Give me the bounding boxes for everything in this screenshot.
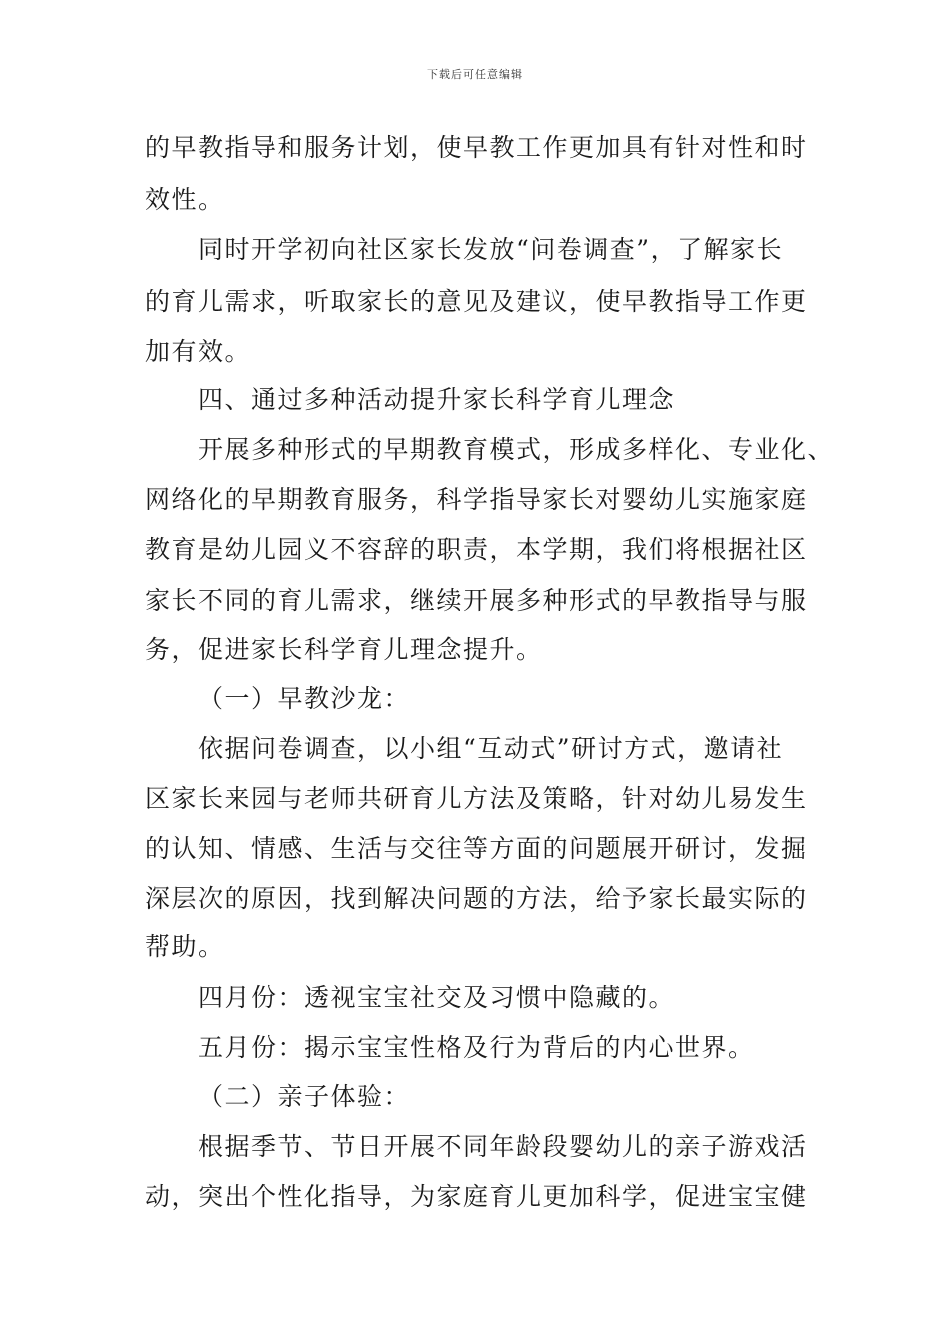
- paragraph-line: 区家长来园与老师共研育儿方法及策略，针对幼儿易发生: [145, 784, 808, 813]
- paragraph-line: 网络化的早期教育服务，科学指导家长对婴幼儿实施家庭: [145, 485, 808, 514]
- paragraph-line: 效性。: [145, 185, 225, 214]
- paragraph-line: 帮助。: [145, 932, 225, 961]
- subsection-heading: （二）亲子体验：: [198, 1082, 411, 1111]
- paragraph-line: 依据问卷调查，以小组“互动式”研讨方式，邀请社: [198, 734, 784, 763]
- paragraph-line: 同时开学初向社区家长发放“问卷调查”，了解家长: [198, 235, 784, 264]
- paragraph-line: 加有效。: [145, 337, 252, 366]
- paragraph-line: 动，突出个性化指导，为家庭育儿更加科学，促进宝宝健: [145, 1182, 808, 1211]
- paragraph-line: 开展多种形式的早期教育模式，形成多样化、专业化、: [198, 435, 835, 464]
- paragraph-line: 的早教指导和服务计划，使早教工作更加具有针对性和时: [145, 133, 808, 162]
- paragraph-line: 家长不同的育儿需求，继续开展多种形式的早教指导与服: [145, 586, 808, 615]
- schedule-item: 四月份：透视宝宝社交及习惯中隐藏的。: [198, 983, 676, 1012]
- paragraph-line: 根据季节、节日开展不同年龄段婴幼儿的亲子游戏活: [198, 1132, 808, 1161]
- section-heading: 四、通过多种活动提升家长科学育儿理念: [198, 385, 676, 414]
- paragraph-line: 教育是幼儿园义不容辞的职责，本学期，我们将根据社区: [145, 535, 808, 564]
- schedule-item: 五月份：揭示宝宝性格及行为背后的内心世界。: [198, 1033, 755, 1062]
- subsection-heading: （一）早教沙龙：: [198, 684, 411, 713]
- paragraph-line: 深层次的原因，找到解决问题的方法，给予家长最实际的: [145, 884, 808, 913]
- header-note: 下载后可任意编辑: [427, 68, 523, 81]
- paragraph-line: 的认知、情感、生活与交往等方面的问题展开研讨，发掘: [145, 834, 808, 863]
- paragraph-line: 务，促进家长科学育儿理念提升。: [145, 635, 543, 664]
- paragraph-line: 的育儿需求，听取家长的意见及建议，使早教指导工作更: [145, 287, 808, 316]
